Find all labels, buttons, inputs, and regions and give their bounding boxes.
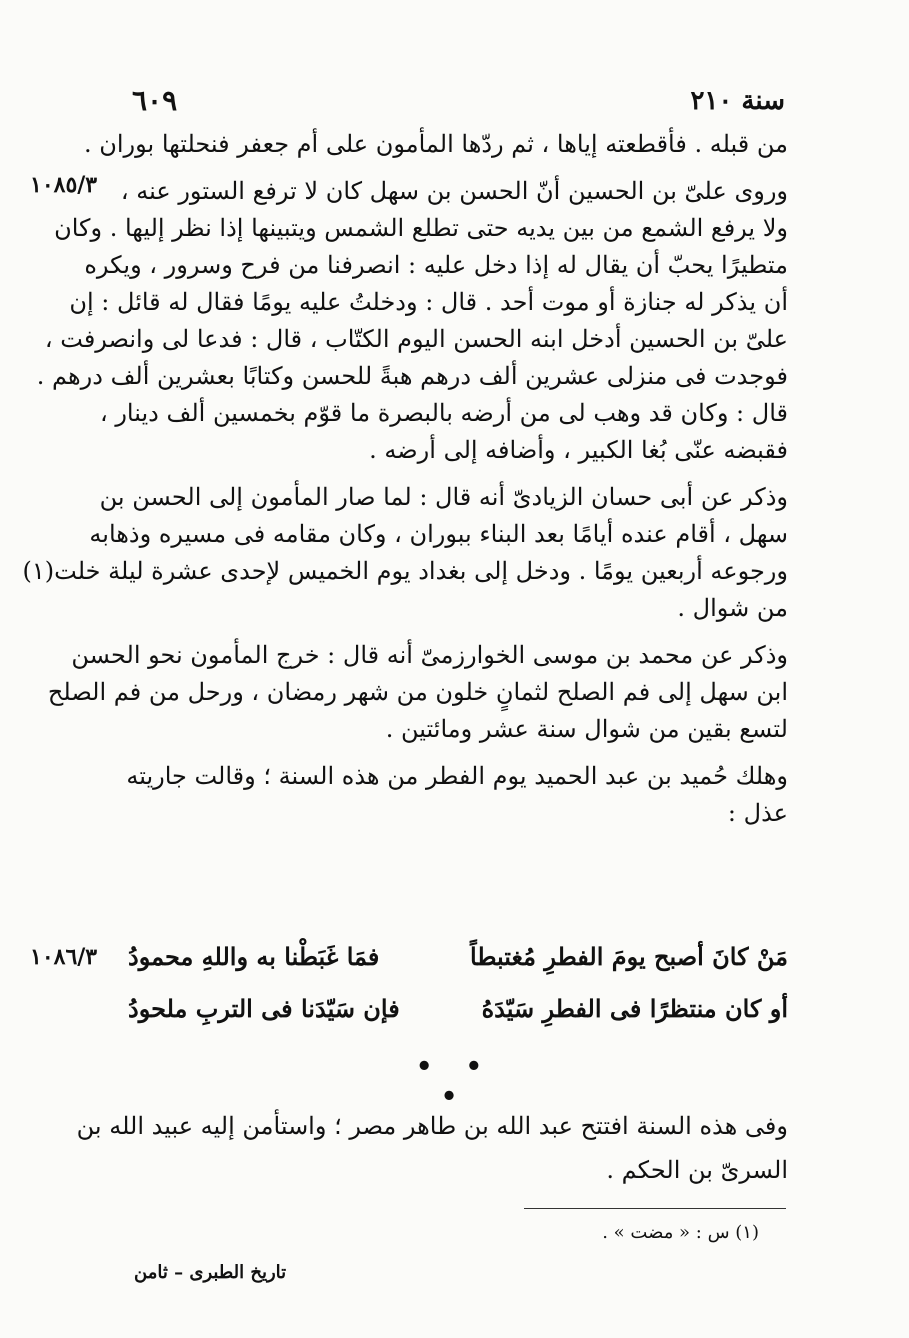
text-line: قال : وكان قد وهب لى من أرضه بالبصرة ما قوّم بخمسين ألف دينار ،: [99, 399, 788, 427]
footnote-divider: [524, 1208, 786, 1209]
text-line: متطيرًا يحبّ أن يقال له إذا دخل عليه : انصرفنا من فرح وسرور ، ويكره: [84, 251, 788, 279]
poem-hemistich: فمَا غَبَطْنا به واللهِ محمودُ: [128, 942, 380, 971]
footnote: (١) س : « مضت » .: [602, 1222, 759, 1243]
text-line: فوجدت فى منزلى عشرين ألف درهم هبةً للحسن وكتابًا بعشرين ألف درهم .: [36, 362, 788, 390]
text-line: علىّ بن الحسين أدخل ابنه الحسن اليوم الكتّاب ، قال : فدعا لى وانصرفت ،: [44, 325, 788, 353]
text-line: وهلك حُميد بن عبد الحميد يوم الفطر من هذه السنة ؛ وقالت جاريته: [126, 762, 788, 790]
paragraph: [47, 637, 788, 748]
page-number: ٦٠٩: [132, 84, 178, 117]
poem-verse: [128, 994, 788, 1034]
poem-hemistich: مَنْ كانَ أصبح يومَ الفطرِ مُغتبطاً: [470, 942, 788, 971]
text-line: ورجوعه أربعين يومًا . ودخل إلى بغداد يوم الخميس لإحدى عشرة ليلة خلت(١): [22, 557, 788, 585]
paragraph: [84, 126, 788, 163]
paragraph: [22, 479, 788, 627]
text-line: ابن سهل إلى فم الصلح لثمانٍ خلون من شهر رمضان ، ورحل من فم الصلح: [47, 678, 788, 706]
text-line: وذكر عن محمد بن موسى الخوارزمىّ أنه قال : خرج المأمون نحو الحسن: [71, 641, 788, 669]
poem-verse: [128, 942, 788, 982]
margin-reference: ١٠٨٦/٣: [30, 944, 98, 970]
text-line: عذل :: [727, 799, 788, 827]
text-line: من قبله . فأقطعته إياها ، ثم ردّها المأمون على أم جعفر فنحلتها بوران .: [84, 130, 788, 158]
text-line: ولا يرفع الشمع من بين يديه حتى تطلع الشمس ويتبينها إذا نظر إليها . وكان: [54, 214, 788, 242]
paragraph: [128, 758, 788, 832]
poem-hemistich: أو كان منتظرًا فى الفطرِ سَيّدَهُ: [481, 994, 788, 1023]
section-separator: • • •: [415, 1052, 495, 1112]
text-line: من شوال .: [677, 594, 788, 622]
text-line: وذكر عن أبى حسان الزيادىّ أنه قال : لما صار المأمون إلى الحسن بن: [99, 483, 788, 511]
text-line: لتسع بقين من شوال سنة عشر ومائتين .: [385, 715, 788, 743]
running-head: سنة ٢١٠: [690, 86, 785, 116]
page-footer: تاريخ الطبرى – ثامن: [134, 1262, 287, 1283]
paragraph: [76, 1104, 788, 1192]
text-line: وفى هذه السنة افتتح عبد الله بن طاهر مصر ؛ واستأمن إليه عبيد الله بن: [76, 1112, 788, 1140]
margin-reference: ١٠٨٥/٣: [30, 172, 98, 198]
text-line: السرىّ بن الحكم .: [606, 1156, 788, 1184]
poem-hemistich: فإن سَيّدَنا فى التربِ ملحودُ: [128, 994, 400, 1023]
text-line: فقبضه عنّى بُغا الكبير ، وأضافه إلى أرضه .: [369, 436, 788, 464]
text-line: وروى علىّ بن الحسين أنّ الحسن بن سهل كان لا ترفع الستور عنه ،: [120, 177, 788, 205]
text-line: سهل ، أقام عنده أيامًا بعد البناء ببوران ، وكان مقامه فى مسيره وذهابه: [89, 520, 788, 548]
text-line: أن يذكر له جنازة أو موت أحد . قال : ودخلتُ عليه يومًا فقال له قائل : إن: [69, 288, 788, 316]
